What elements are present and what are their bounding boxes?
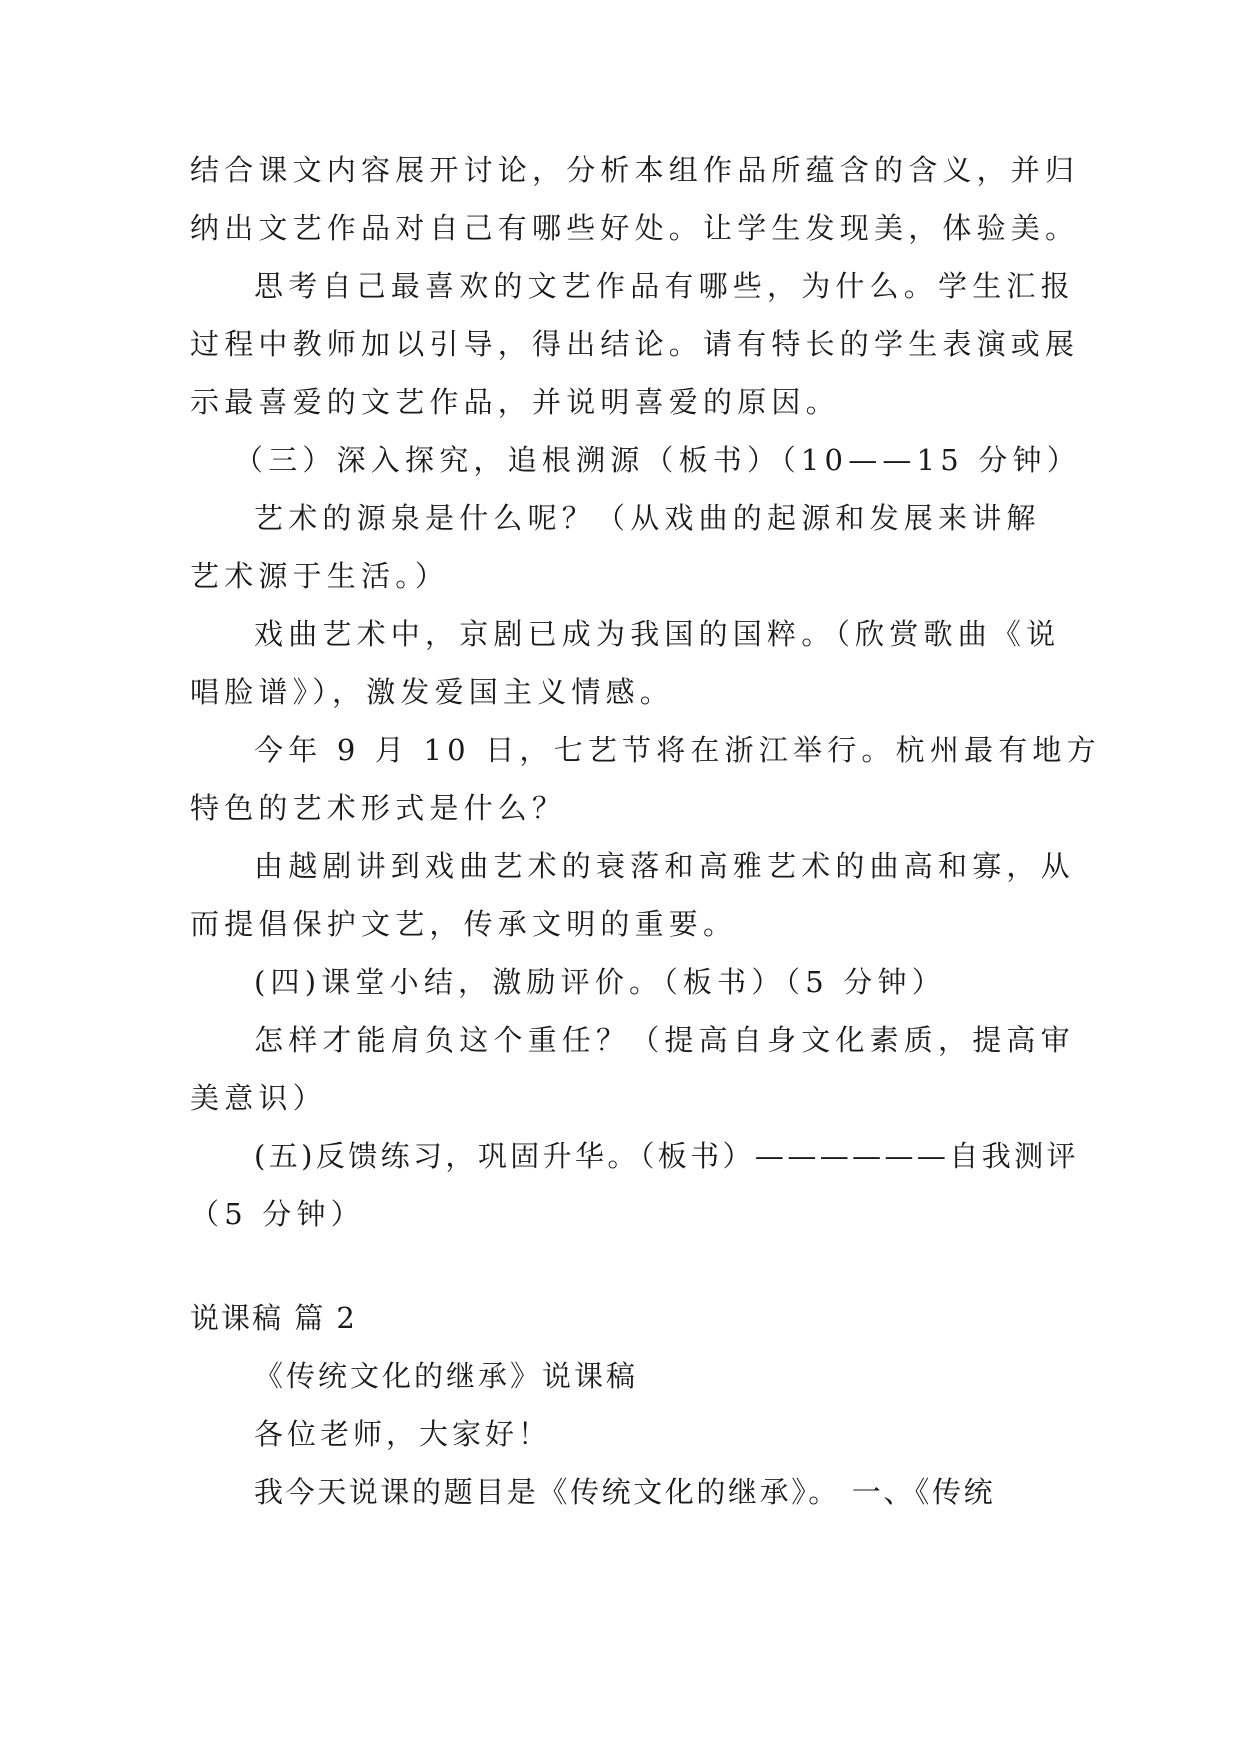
paragraph-line: 而提倡保护文艺，传承文明的重要。 — [190, 907, 738, 941]
paragraph-line: 我今天说课的题目是《传统文化的继承》。 一、《传统 — [254, 1475, 996, 1509]
paragraph-line: 怎样才能肩负这个重任？（提高自身文化素质，提高审 — [254, 1023, 1075, 1057]
paragraph-line: 由越剧讲到戏曲艺术的衰落和高雅艺术的曲高和寡，从 — [254, 849, 1075, 883]
paragraph-line: 思考自己最喜欢的文艺作品有哪些，为什么。学生汇报 — [254, 269, 1075, 303]
paragraph-line: 艺术的源泉是什么呢？（从戏曲的起源和发展来讲解 — [254, 501, 1041, 535]
paragraph-line: 艺术源于生活。） — [190, 559, 450, 593]
section-heading: (四)课堂小结，激励评价。（板书）（5 分钟） — [254, 965, 946, 999]
article-title: 说课稿 篇 2 — [190, 1301, 357, 1335]
paragraph-line: 示最喜爱的文艺作品，并说明喜爱的原因。 — [190, 385, 840, 419]
paragraph-line: 戏曲艺术中，京剧已成为我国的国粹。（欣赏歌曲《说 — [254, 617, 1061, 651]
paragraph-line: 唱脸谱》），激发爱国主义情感。 — [190, 675, 675, 709]
section-heading: (五)反馈练习，巩固升华。（板书）——————自我测评 — [254, 1139, 1079, 1173]
paragraph-line: （5 分钟） — [190, 1197, 365, 1231]
paragraph-line: 结合课文内容展开讨论，分析本组作品所蕴含的含义，并归 — [190, 153, 1080, 187]
paragraph-line: 特色的艺术形式是什么？ — [190, 791, 567, 825]
paragraph-line: 纳出文艺作品对自己有哪些好处。让学生发现美，体验美。 — [190, 211, 1080, 245]
paragraph-line: 各位老师，大家好！ — [254, 1417, 552, 1451]
paragraph-line: 美意识） — [190, 1081, 327, 1115]
lesson-title: 《传统文化的继承》说课稿 — [254, 1359, 639, 1393]
paragraph-line: 过程中教师加以引导，得出结论。请有特长的学生表演或展 — [190, 327, 1080, 361]
section-heading: （三）深入探究，追根溯源（板书）（10——15 分钟） — [234, 443, 1081, 477]
paragraph-line: 今年 9 月 10 日，七艺节将在浙江举行。杭州最有地方 — [254, 733, 1101, 767]
